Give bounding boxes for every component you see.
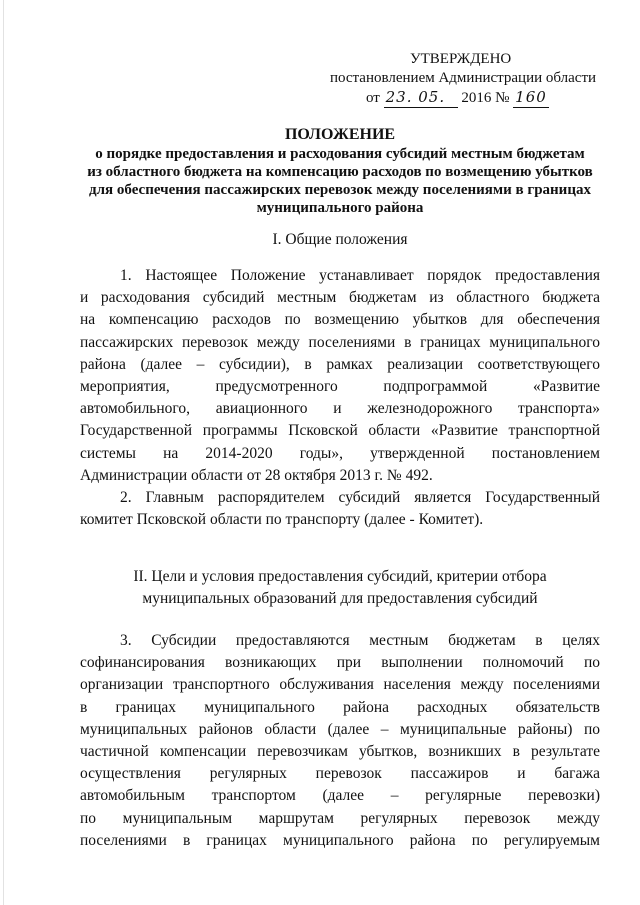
paragraph-2	[80, 487, 600, 531]
document-title	[60, 126, 620, 217]
title-line: о порядке предоставления и расходования субсидий местным бюджетам	[95, 146, 585, 162]
title-line: из областного бюджета на компенсацию расходов по возмещению убытков	[87, 164, 593, 180]
title-line: для обеспечения пассажирских перевозок между поселениями в границах	[89, 182, 591, 198]
approval-handwritten-date: 23. 05.	[384, 88, 458, 108]
approval-approved-label: УТВЕРЖДЕНО	[410, 51, 512, 67]
paragraph-3	[80, 630, 600, 852]
section-2-heading	[60, 566, 620, 610]
paragraph-line: 1. Настоящее Положение устанавливает порядок предоставления	[120, 267, 600, 284]
paragraph-line: автомобильным транспортом (далее – регулярные перевозки)	[80, 787, 600, 805]
approval-date-prefix: от	[366, 90, 380, 106]
scan-edge-line	[3, 0, 4, 905]
approval-decree-line: постановлением Администрации области	[330, 70, 597, 86]
paragraph-line: 2. Главным распорядителем субсидий является Государственный	[120, 489, 600, 506]
approval-handwritten-number: 160	[515, 88, 547, 106]
paragraph-line: софинансирования возникающих при выполнении полномочий по	[80, 654, 600, 672]
paragraph-line: Администрации области от 28 октября 2013 г. № 492.	[80, 466, 433, 484]
paragraph-line: и расходования субсидий местным бюджетам из областного бюджета	[80, 289, 600, 307]
paragraph-line: района (далее – субсидии), в рамках реализации соответствующего	[80, 355, 600, 373]
paragraph-line: Государственной программы Псковской области «Развитие транспортной	[80, 422, 600, 440]
title-line: муниципального района	[256, 200, 424, 216]
approval-block	[330, 50, 610, 108]
approval-year-number: 2016 №	[461, 90, 510, 106]
paragraph-line: мероприятия, предусмотренного подпрограммой «Развитие	[80, 377, 600, 395]
paragraph-line: системы на 2014-2020 годы», утвержденной постановлением	[80, 444, 600, 462]
paragraph-line: поселениями в границах муниципального района по регулируемым	[80, 831, 600, 849]
paragraph-line: пассажирских перевозок между поселениями в границах муниципального	[80, 333, 600, 351]
document-heading: ПОЛОЖЕНИЕ	[284, 126, 396, 143]
paragraph-line: по муниципальным маршрутам регулярных перевозок между	[80, 809, 600, 827]
paragraph-line: автомобильного, авиационного и железнодорожного транспорта»	[80, 400, 600, 418]
section-2-heading-line: муниципальных образований для предоставления субсидий	[142, 590, 538, 607]
paragraph-line: осуществления регулярных перевозок пассажиров и багажа	[80, 765, 600, 783]
paragraph-line: организации транспортного обслуживания населения между поселениями	[80, 676, 600, 694]
section-1-heading: I. Общие положения	[272, 231, 408, 248]
paragraph-line: 3. Субсидии предоставляются местным бюджетам в целях	[120, 632, 600, 649]
paragraph-line: частичной компенсации перевозчикам убытков, возникших в результате	[80, 742, 600, 760]
approval-date-line	[330, 88, 610, 108]
paragraph-line: на компенсацию расходов по возмещению убытков для обеспечения	[80, 311, 600, 329]
paragraph-line: комитет Псковской области по транспорту (далее - Комитет).	[80, 511, 484, 529]
section-2-heading-line: II. Цели и условия предоставления субсидий, критерии отбора	[133, 568, 547, 585]
paragraph-line: муниципальных районов области (далее – муниципальные районы) по	[80, 720, 600, 738]
paragraph-line: в границах муниципального района расходных обязательств	[80, 698, 600, 716]
paragraph-1	[80, 265, 600, 487]
